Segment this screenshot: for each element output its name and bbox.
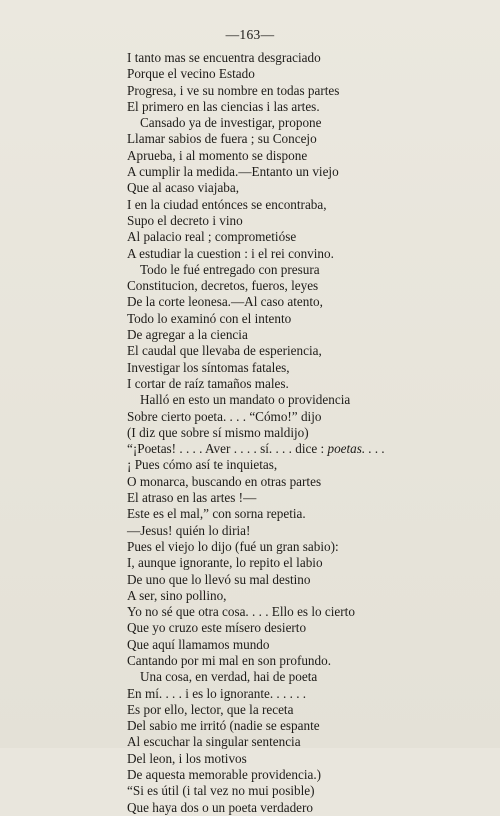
- verse-line-text: En mí. . . . i es lo ignorante. . . . . .: [127, 685, 307, 701]
- verse-line: [127, 246, 460, 262]
- verse-line: [127, 148, 460, 164]
- verse-line-text: I cortar de raíz tamaños males.: [127, 375, 289, 391]
- verse-line: [127, 474, 460, 490]
- verse-line-text: Una cosa, en verdad, hai de poeta: [140, 669, 318, 685]
- verse-line-text: Porque el vecino Estado: [127, 66, 255, 82]
- verse-line-text: Supo el decreto i vino: [127, 212, 243, 228]
- verse-line: [127, 294, 460, 310]
- verse-line-text: El primero en las ciencias i las artes.: [127, 98, 320, 114]
- verse-line: [127, 115, 460, 131]
- verse-line: [127, 734, 460, 750]
- verse-line-text: Que yo cruzo este mísero desierto: [127, 620, 307, 636]
- verse-line: [127, 343, 460, 359]
- verse-line-text: Llamar sabios de fuera ; su Concejo: [127, 131, 317, 147]
- verse-line: [127, 213, 460, 229]
- verse-line: [127, 604, 460, 620]
- verse-line-text: De agregar a la ciencia: [127, 327, 248, 343]
- verse-line: [127, 506, 460, 522]
- verse-line: [127, 392, 460, 408]
- verse-line-text: De la corte leonesa.—Al caso atento,: [127, 294, 323, 310]
- verse-line: [127, 66, 460, 82]
- verse-line: [127, 229, 460, 245]
- verse-line: [127, 131, 460, 147]
- verse-line-text: Cansado ya de investigar, propone: [140, 115, 322, 131]
- verse-line: [127, 686, 460, 702]
- verse-line: [127, 718, 460, 734]
- verse-line-text: “¡Poetas! . . . . Aver . . . . sí. . . . dice :: [127, 441, 325, 457]
- verse-line-text: Yo no sé que otra cosa. . . . Ello es lo cierto: [127, 604, 355, 620]
- verse-line: [127, 376, 460, 392]
- verse-line: [127, 164, 460, 180]
- verse-line-text: Constitucion, decretos, fueros, leyes: [127, 278, 319, 294]
- verse-line-text: Halló en esto un mandato o providencia: [140, 392, 351, 408]
- verse-line-text: Sobre cierto poeta. . . . “Cómo!” dijo: [127, 408, 322, 424]
- verse-line: [127, 409, 460, 425]
- verse-line-text: Progresa, i ve su nombre en todas partes: [127, 82, 340, 98]
- verse-line-text: Pues el viejo lo dijo (fué un gran sabio):: [127, 538, 339, 554]
- verse-line: [127, 653, 460, 669]
- verse-line: [127, 767, 460, 783]
- verse-line-text: Al escuchar la singular sentencia: [127, 734, 301, 750]
- verse-line: [127, 490, 460, 506]
- verse-line: [127, 523, 460, 539]
- verse-line-text: De aquesta memorable providencia.): [127, 767, 322, 783]
- verse-line-text: El atraso en las artes !—: [127, 490, 257, 506]
- verse-line-text: Que haya dos o un poeta verdadero: [127, 799, 314, 815]
- verse-line-text: El caudal que llevaba de esperiencia,: [127, 343, 322, 359]
- verse-line: [127, 620, 460, 636]
- verse-line-text: De uno que lo llevó su mal destino: [127, 571, 311, 587]
- verse-line-text: Que al acaso viajaba,: [127, 180, 240, 196]
- verse-line: [127, 99, 460, 115]
- verse-line: [127, 539, 460, 555]
- verse-line: [127, 180, 460, 196]
- verse-line: [127, 83, 460, 99]
- verse-line-text: Del sabio me irritó (nadie se espante: [127, 718, 320, 734]
- verse-line-text: A ser, sino pollino,: [127, 587, 227, 603]
- verse-line: [127, 751, 460, 767]
- verse-line-text: I, aunque ignorante, lo repito el labio: [127, 555, 323, 571]
- verse-line: [127, 360, 460, 376]
- verse-line: [127, 457, 460, 473]
- verse-line-text: Del leon, i los motivos: [127, 750, 247, 766]
- verse-line: [127, 669, 460, 685]
- verse-line-text: “Si es útil (i tal vez no mui posible): [127, 783, 315, 799]
- verse-line-text: I en la ciudad entónces se encontraba,: [127, 196, 327, 212]
- verse-line: [127, 572, 460, 588]
- verse-line: [127, 327, 460, 343]
- verse-line-text: Al palacio real ; comprometióse: [127, 229, 297, 245]
- verse-line-text: (I diz que sobre sí mismo maldijo): [127, 424, 309, 440]
- verse-line: [127, 50, 460, 66]
- verse-line: [127, 555, 460, 571]
- verse-line-text: O monarca, buscando en otras partes: [127, 473, 322, 489]
- verse-line-text: Todo lo examinó con el intento: [127, 310, 292, 326]
- verse-line: [127, 425, 460, 441]
- verse-line: [127, 588, 460, 604]
- verse-line-text: Que aquí llamamos mundo: [127, 636, 270, 652]
- verse-line-text: I tanto mas se encuentra desgraciado: [127, 50, 321, 65]
- page-number: —163—: [225, 27, 275, 42]
- verse-line-text: Es por ello, lector, que la receta: [127, 701, 294, 717]
- verse-line: [127, 441, 460, 457]
- verse-line: [127, 800, 460, 816]
- verse-line: [127, 262, 460, 278]
- verse-line: [127, 637, 460, 653]
- verse-line: [127, 783, 460, 799]
- verse-line-text: A cumplir la medida.—Entanto un viejo: [127, 164, 339, 180]
- poem-text: [127, 50, 460, 816]
- verse-line-text: Aprueba, i al momento se dispone: [127, 147, 308, 163]
- verse-line: [127, 197, 460, 213]
- verse-line-text: Este es el mal,” con sorna repetia.: [127, 506, 306, 522]
- verse-line-text: ¡ Pues cómo así te inquietas,: [127, 457, 278, 473]
- verse-line-text: Investigar los síntomas fatales,: [127, 359, 290, 375]
- verse-line: [127, 311, 460, 327]
- verse-line-text: Todo le fué entregado con presura: [140, 261, 320, 277]
- verse-line-text: A estudiar la cuestion : i el rei convino.: [127, 245, 334, 261]
- verse-line: [127, 278, 460, 294]
- verse-line-italic: poetas. . . .: [327, 441, 385, 457]
- verse-line-text: Cantando por mi mal en son profundo.: [127, 652, 332, 668]
- verse-line-text: —Jesus! quién lo diria!: [127, 522, 251, 538]
- verse-line: [127, 702, 460, 718]
